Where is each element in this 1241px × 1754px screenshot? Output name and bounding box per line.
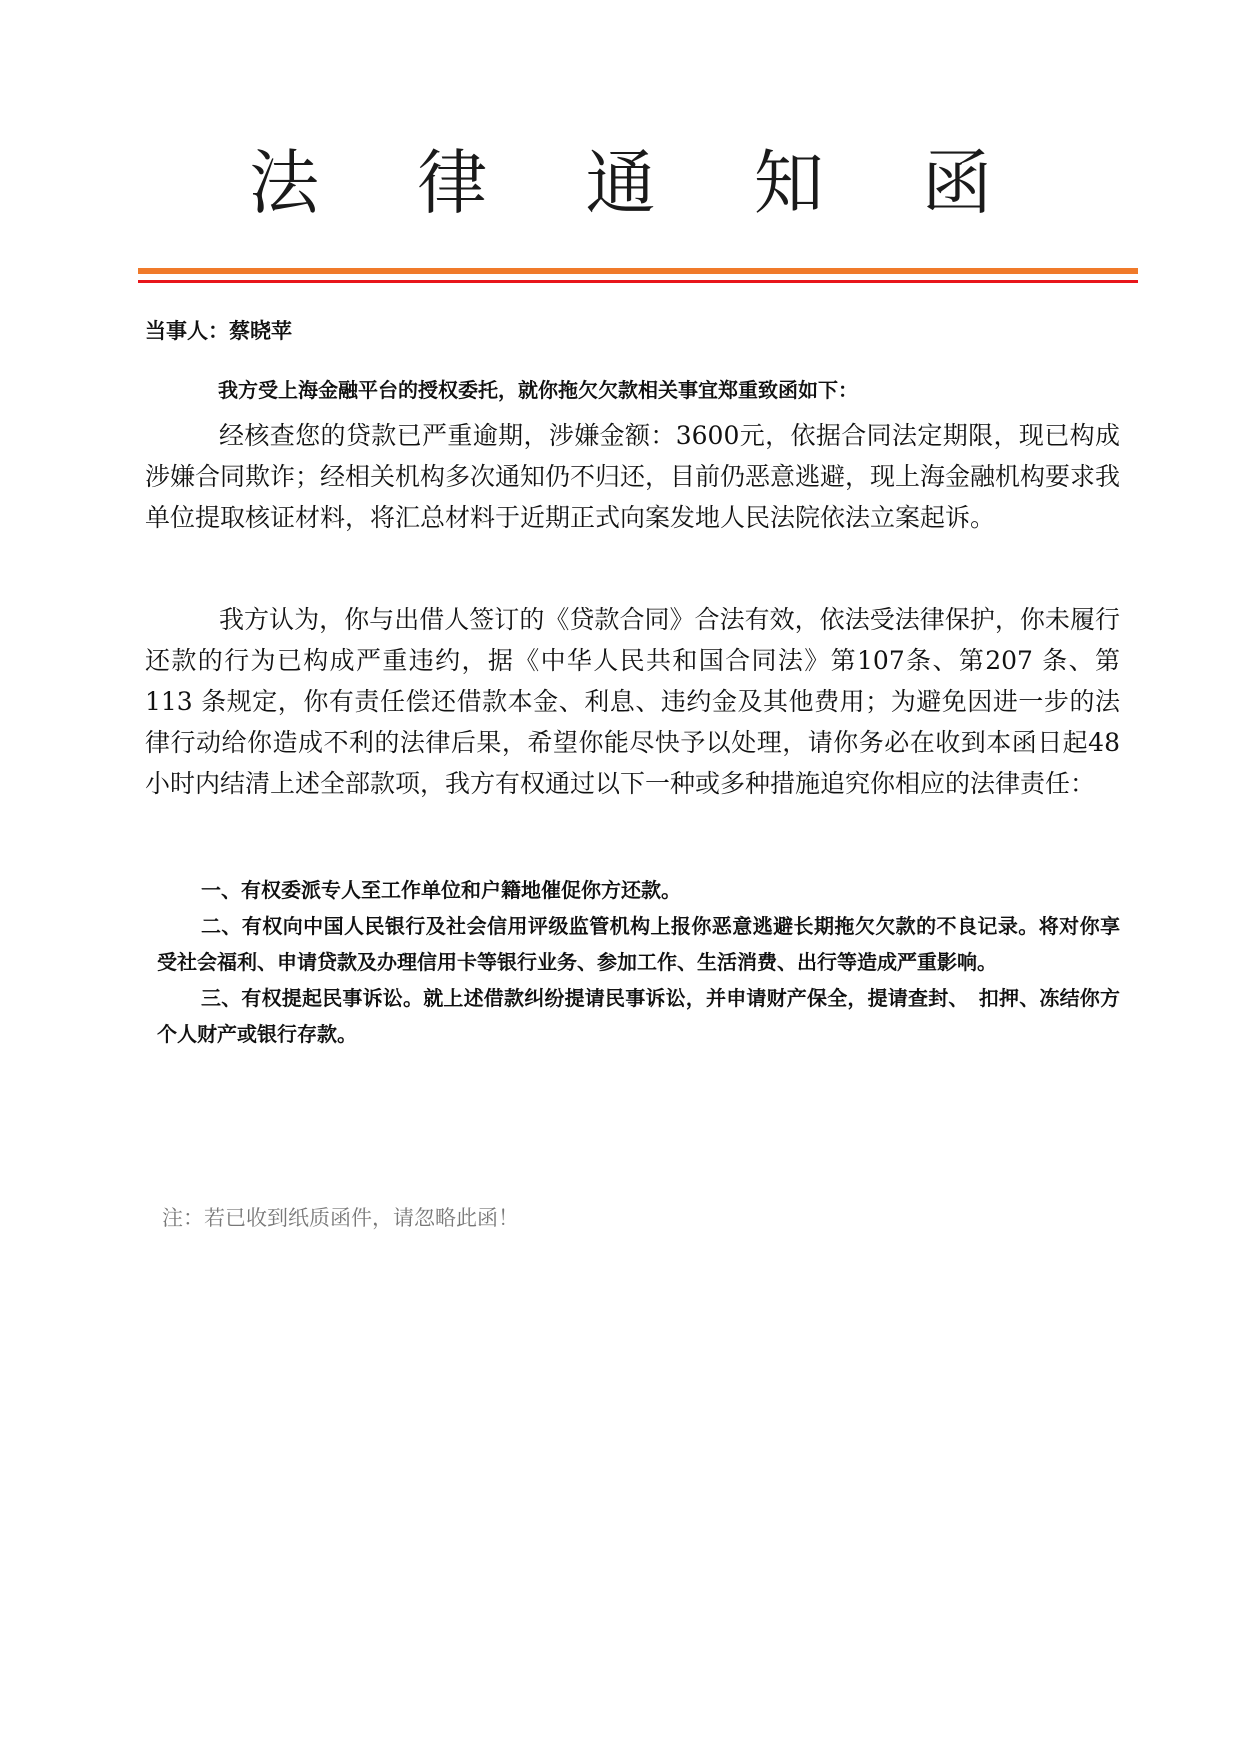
- header-rule-red: [138, 280, 1138, 283]
- document-title: 法 律 通 知 函: [248, 142, 1030, 224]
- measures-list: [157, 872, 1120, 1052]
- measure-item-1: 一、有权委派专人至工作单位和户籍地催促你方还款。: [201, 878, 681, 902]
- header-rule-orange: [138, 268, 1138, 274]
- footer-note: 注：若已收到纸质函件，请忽略此函！: [162, 1206, 519, 1230]
- intro-line: 我方受上海金融平台的授权委托，就你拖欠欠款相关事宜郑重致函如下：: [218, 378, 858, 402]
- paragraph-overdue: 经核查您的贷款已严重逾期，涉嫌金额：3600元，依据合同法定期限，现已构成涉嫌合同欺诈；经相关机构多次通知仍不归还，目前仍恶意逃避，现上海金融机构要求我单位提取核证材料，将汇总材料于近期正式向案发地人民法院依法立案起诉。: [145, 421, 1121, 532]
- paragraph-breach: 我方认为，你与出借人签订的《贷款合同》合法有效，依法受法律保护，你未履行还款的行为已构成严重违约，据《中华人民共和国合同法》第107条、第207 条、第 113 条规定，你有责任偿还借款本金、利息、违约金及其他费用；为避免因进一步的法律行动给你造成不利的法律后果，希望你能尽快予以处理，请你务必在收到本函日起48小时内结清上述全部款项，我方有权通过以下一种或多种措施追究你相应的法律责任：: [145, 605, 1120, 798]
- party-line: 当事人：蔡晓苹: [145, 319, 292, 343]
- measure-item-3: 三、有权提起民事诉讼。就上述借款纠纷提请民事诉讼，并申请财产保全，提请查封、 扣押、冻结你方个人财产或银行存款。: [157, 986, 1120, 1046]
- measure-item-2: 二、有权向中国人民银行及社会信用评级监管机构上报你恶意逃避长期拖欠欠款的不良记录。将对你享受社会福利、申请贷款及办理信用卡等银行业务、参加工作、生活消费、出行等造成严重影响。: [157, 914, 1120, 974]
